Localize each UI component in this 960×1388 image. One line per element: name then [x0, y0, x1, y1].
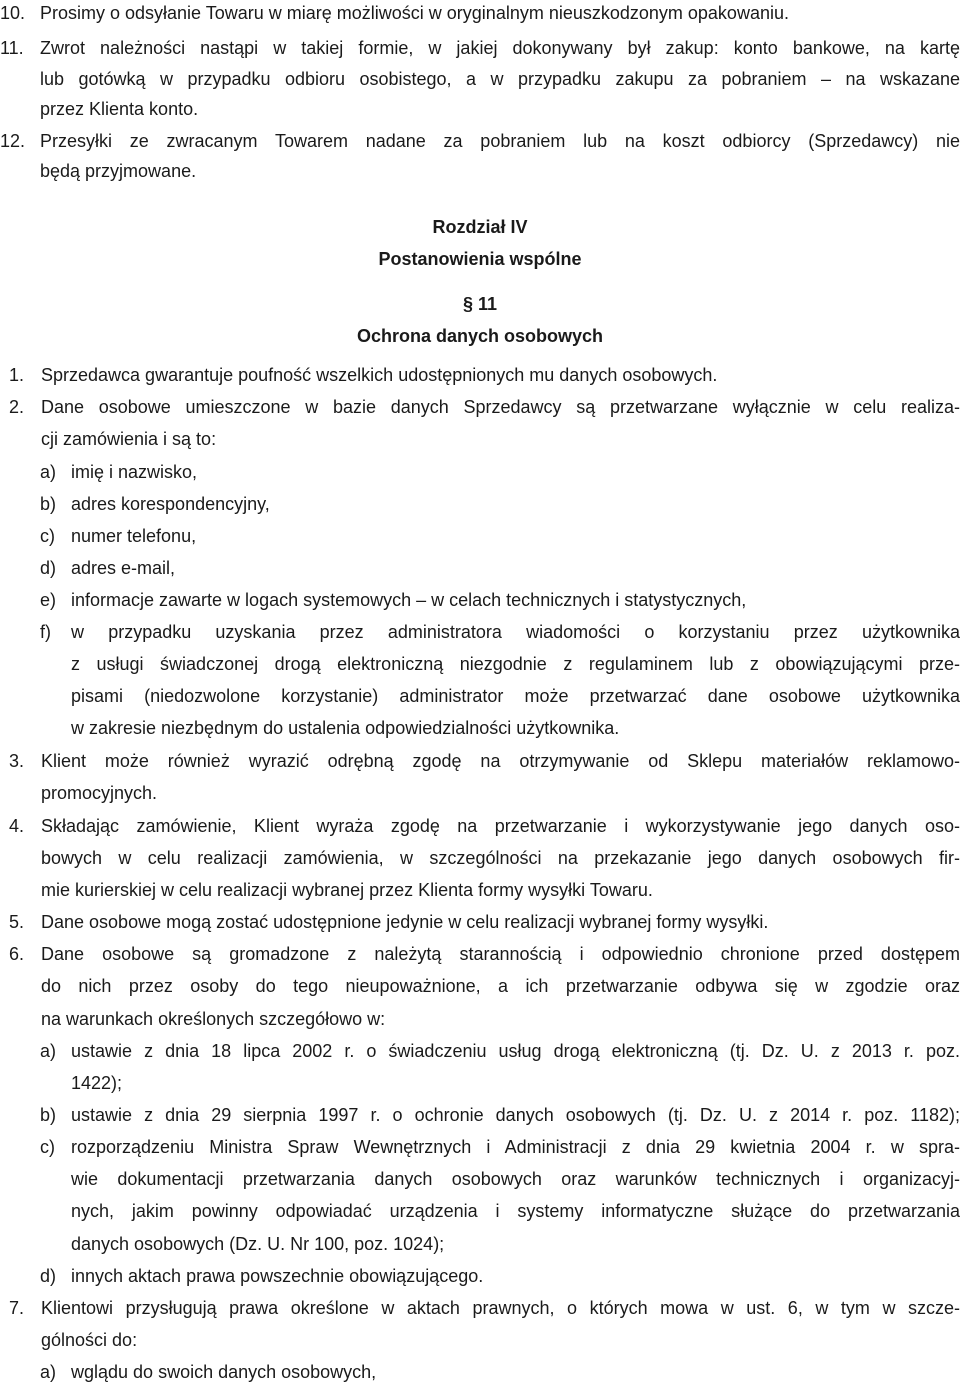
sub-item-a — [0, 1356, 960, 1388]
item-number: 12. — [0, 131, 26, 151]
list-item-10 — [0, 0, 960, 29]
sub-item-text: ustawie z dnia 18 lipca 2002 r. o świadczeniu usług drogą elektroniczną (tj. Dz. U. z 2013 r. poz. — [71, 1041, 960, 1061]
sub-item-b — [0, 1099, 960, 1131]
item-text-continuation: na warunkach określonych szczegółowo w: — [41, 1009, 386, 1029]
item-text-continuation: promocyjnych. — [41, 783, 158, 803]
sub-item-d — [0, 1260, 960, 1292]
sub-item-a — [0, 1035, 960, 1067]
sub-item-continuation: pisami (niedozwolone korzystanie) administrator może przetwarzać dane osobowe użytkownika — [71, 686, 960, 706]
sub-item-text: adres korespondencyjny, — [71, 494, 270, 514]
item-text: Dane osobowe mogą zostać udostępnione jedynie w celu realizacji wybranej formy wysyłki. — [41, 912, 769, 932]
sub-item-e — [0, 584, 960, 616]
sub-item-continuation: nych, jakim powinny odpowiadać urządzenia i systemy informatyczne służące do przetwarzania — [71, 1201, 960, 1221]
item-number: 2. — [9, 397, 25, 417]
sub-item-letter: a) — [40, 1362, 57, 1382]
item-text: Prosimy o odsyłanie Towaru w miarę możliwości w oryginalnym nieuszkodzonym opakowaniu. — [40, 3, 789, 23]
list-item-5 — [0, 906, 960, 938]
sub-item-text: informacje zawarte w logach systemowych – w celach technicznych i statystycznych, — [71, 590, 747, 610]
sub-item-text: ustawie z dnia 29 sierpnia 1997 r. o ochronie danych osobowych (tj. Dz. U. z 2014 r. poz. 1182); — [71, 1105, 960, 1125]
sub-item-letter: f) — [40, 622, 51, 642]
sub-item-letter: d) — [40, 1266, 57, 1286]
sub-item-letter: d) — [40, 558, 57, 578]
sub-item-letter: a) — [40, 1041, 57, 1061]
sub-item-continuation: 1422); — [71, 1073, 123, 1093]
item-number: 7. — [9, 1298, 25, 1318]
sub-item-c — [0, 1131, 960, 1163]
item-text: Sprzedawca gwarantuje poufność wszelkich udostępnionych mu danych osobowych. — [41, 365, 718, 385]
sub-item-letter: c) — [40, 526, 55, 546]
sub-item-text: w przypadku uzyskania przez administratora wiadomości o korzystaniu przez użytkownika — [71, 622, 960, 642]
sub-item-c — [0, 520, 960, 552]
sub-item-text: adres e-mail, — [71, 558, 176, 578]
list-item-12 — [0, 125, 960, 157]
item-number: 5. — [9, 912, 25, 932]
chapter-title: Rozdział IV — [432, 217, 528, 237]
sub-item-continuation: wie dokumentacji przetwarzania danych osobowych oraz warunków technicznych i organizacyj- — [71, 1169, 960, 1189]
list-item-7 — [0, 1292, 960, 1324]
sub-item-text: innych aktach prawa powszechnie obowiązującego. — [71, 1266, 484, 1286]
item-text-continuation: cji zamówienia i są to: — [41, 429, 217, 449]
item-text-continuation: przez Klienta konto. — [40, 99, 199, 119]
item-text: Zwrot należności nastąpi w takiej formie, w jakiej dokonywany był zakup: konto bankowe, na kartę — [40, 38, 960, 58]
list-item-4 — [0, 810, 960, 842]
sub-item-text: wglądu do swoich danych osobowych, — [71, 1362, 377, 1382]
sub-item-b — [0, 488, 960, 520]
sub-item-continuation: z usługi świadczonej drogą elektroniczną niezgodnie z regulaminem lub z obowiązującymi prze- — [71, 654, 960, 674]
item-text-continuation: lub gotówką w przypadku odbioru osobistego, a w przypadku zakupu za pobraniem – na wskazane — [40, 69, 960, 89]
list-item-3 — [0, 745, 960, 777]
sub-item-d — [0, 552, 960, 584]
sub-item-text: imię i nazwisko, — [71, 462, 198, 482]
item-text-continuation: bowych w celu realizacji zamówienia, w szczególności na przekazanie jego danych osobowych fir- — [41, 848, 960, 868]
sub-item-a — [0, 456, 960, 488]
section-number: § 11 — [462, 294, 498, 314]
item-text-continuation: będą przyjmowane. — [40, 161, 197, 181]
sub-item-letter: b) — [40, 1105, 57, 1125]
list-item-6 — [0, 938, 960, 970]
sub-item-letter: e) — [40, 590, 57, 610]
item-text: Dane osobowe są gromadzone z należytą starannością i odpowiednio chronione przed dostępem — [41, 944, 960, 964]
item-text-continuation: mie kurierskiej w celu realizacji wybranej przez Klienta formy wysyłki Towaru. — [41, 880, 653, 900]
item-number: 10. — [0, 3, 26, 23]
list-item-11 — [0, 32, 960, 64]
item-text: Składając zamówienie, Klient wyraża zgodę na przetwarzanie i wykorzystywanie jego danych oso- — [41, 816, 960, 836]
item-text: Przesyłki ze zwracanym Towarem nadane za pobraniem lub na koszt odbiorcy (Sprzedawcy) nie — [40, 131, 960, 151]
list-item-2 — [0, 391, 960, 423]
list-item-1 — [0, 359, 960, 391]
sub-item-continuation: w zakresie niezbędnym do ustalenia odpowiedzialności użytkownika. — [71, 718, 620, 738]
item-number: 4. — [9, 816, 25, 836]
section-title: Ochrona danych osobowych — [356, 326, 604, 346]
sub-item-text: numer telefonu, — [71, 526, 197, 546]
sub-item-text: rozporządzeniu Ministra Spraw Wewnętrznych i Administracji z dnia 29 kwietnia 2004 r. w spra- — [71, 1137, 960, 1157]
item-text: Klient może również wyrazić odrębną zgodę na otrzymywanie od Sklepu materiałów reklamowo- — [41, 751, 960, 771]
sub-item-continuation: danych osobowych (Dz. U. Nr 100, poz. 1024); — [71, 1234, 445, 1254]
sub-item-letter: c) — [40, 1137, 55, 1157]
sub-item-f — [0, 616, 960, 648]
sub-item-letter: a) — [40, 462, 57, 482]
item-text-continuation: gólności do: — [41, 1330, 138, 1350]
item-number: 6. — [9, 944, 25, 964]
item-text: Dane osobowe umieszczone w bazie danych Sprzedawcy są przetwarzane wyłącznie w celu realiza- — [41, 397, 960, 417]
item-number: 1. — [9, 365, 25, 385]
sub-item-letter: b) — [40, 494, 57, 514]
item-text-continuation: do nich przez osoby do tego nieupoważnione, a ich przetwarzanie odbywa się w zgodzie oraz — [41, 976, 960, 996]
chapter-subtitle: Postanowienia wspólne — [378, 249, 582, 269]
item-number: 3. — [9, 751, 25, 771]
item-number: 11. — [0, 38, 24, 58]
item-text: Klientowi przysługują prawa określone w aktach prawnych, o których mowa w ust. 6, w tym w szcze- — [41, 1298, 960, 1318]
